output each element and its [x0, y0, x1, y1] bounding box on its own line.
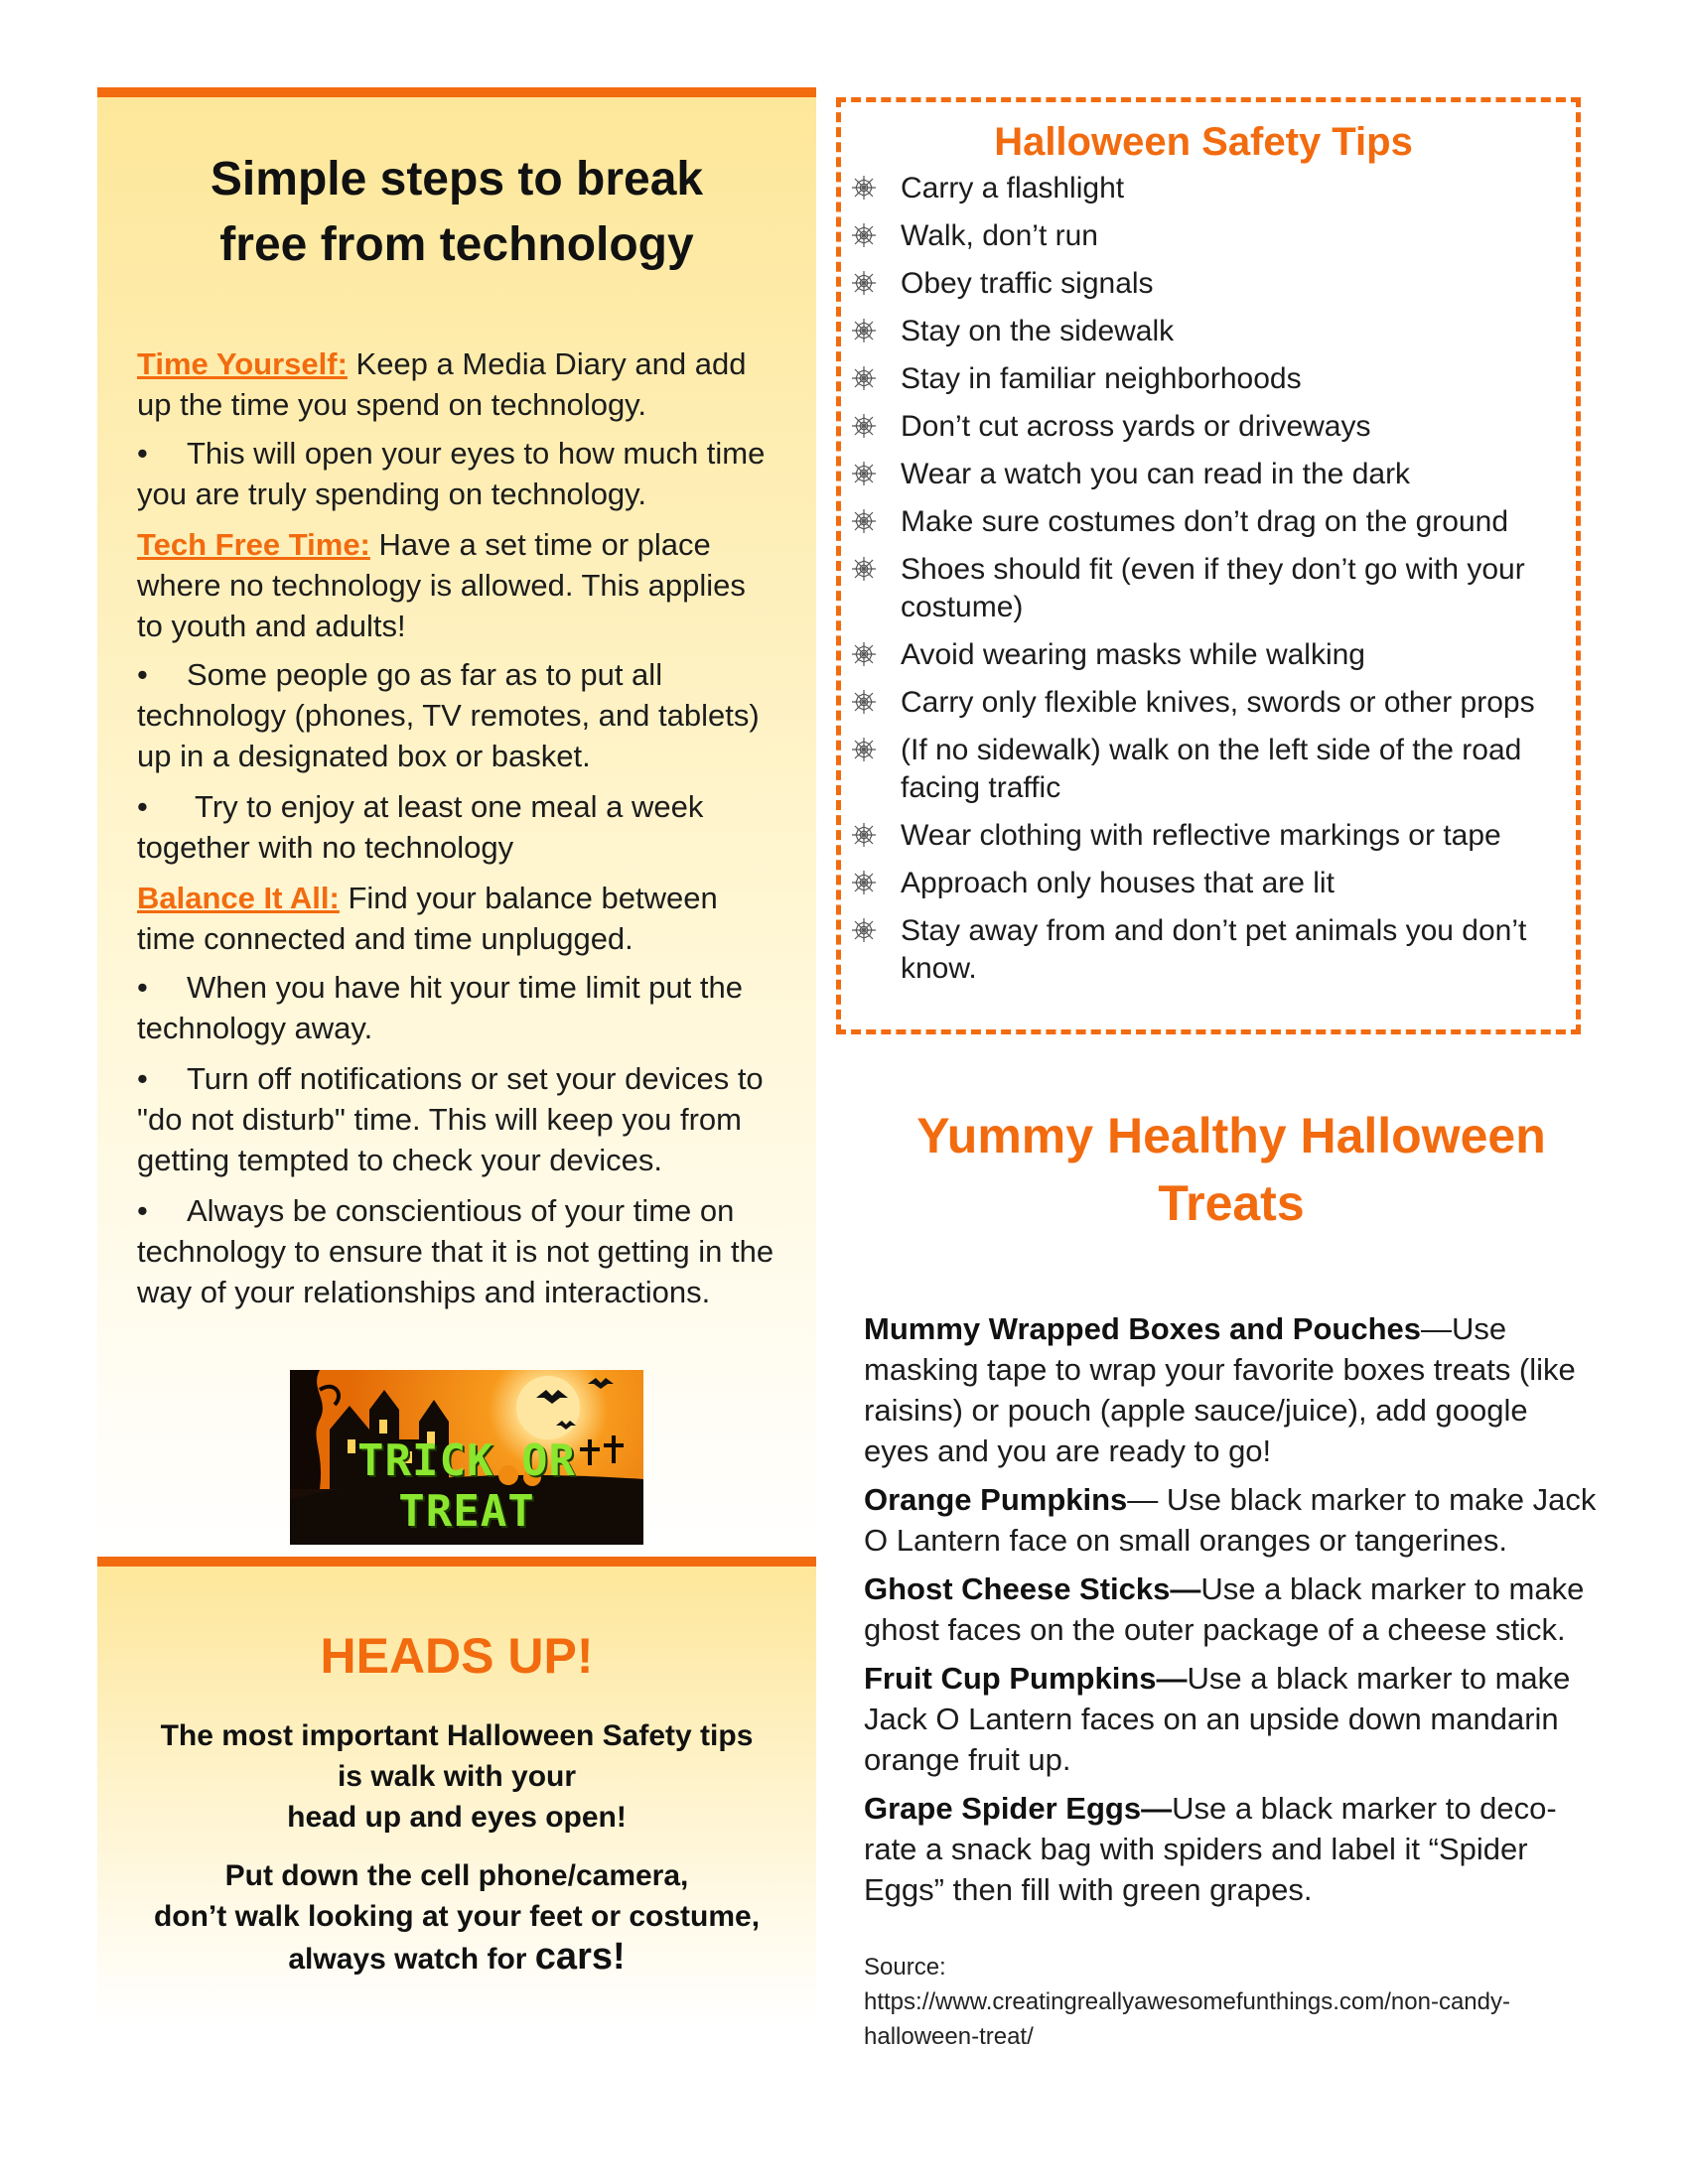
tech-bullet — [137, 786, 776, 868]
safety-tip — [851, 265, 1556, 303]
spiderweb-icon — [851, 865, 901, 895]
spiderweb-icon — [851, 732, 901, 762]
spiderweb-icon — [851, 456, 901, 486]
safety-tip — [851, 313, 1556, 350]
heads-up-line5: don’t walk looking at your feet or costume, — [153, 1900, 761, 1933]
source-label: Source: — [864, 1954, 946, 1980]
tech-step-text: Have a set time or place where no technology is allowed. This applies to youth and adults! — [137, 527, 746, 643]
heads-up-panel — [97, 1557, 816, 2023]
trick-or-treat-text: TRICK OR TREAT — [357, 1435, 576, 1537]
treat-name: Grape Spider Eggs— — [864, 1791, 1173, 1826]
treats-list — [864, 1308, 1599, 1910]
tech-bullet-text: Turn off notifications or set your devices to "do not disturb" time. This will keep you from getting tempted to check your devices. — [137, 1061, 764, 1177]
tech-step — [137, 524, 776, 646]
tech-bullet — [137, 654, 776, 776]
safety-tip — [851, 360, 1556, 398]
safety-tip — [851, 732, 1556, 807]
safety-tip — [851, 551, 1556, 626]
treat-name: Fruit Cup Pumpkins— — [864, 1661, 1188, 1696]
spiderweb-icon — [851, 170, 901, 201]
treat-description: Use a black marker to deco-rate a snack bag with spiders and label it “Spider Eggs” then fill with green grapes. — [864, 1791, 1557, 1907]
tech-bullet — [137, 433, 776, 514]
tech-bullet-text: This will open your eyes to how much time you are truly spending on technology. — [137, 436, 766, 511]
tech-title — [137, 147, 776, 278]
source-citation — [864, 1950, 1599, 2054]
safety-tip-text: Wear clothing with reflective markings or tape — [901, 819, 1501, 852]
heads-up-cars: cars! — [534, 1936, 626, 1978]
heads-up-line2: is walk with your — [337, 1760, 577, 1793]
treat-description: Use a black marker to make Jack O Lantern faces on an upside down mandarin orange fruit up. — [864, 1661, 1571, 1777]
tech-step-label: Time Yourself: — [137, 346, 348, 381]
treat-item — [864, 1569, 1599, 1650]
safety-tip-text: Don’t cut across yards or driveways — [901, 410, 1371, 443]
safety-tip — [851, 865, 1556, 902]
safety-tips-list — [851, 170, 1556, 988]
heads-up-line1: The most important Halloween Safety tips — [160, 1719, 754, 1752]
spiderweb-icon — [851, 912, 901, 943]
spiderweb-icon — [851, 265, 901, 296]
treat-name: Mummy Wrapped Boxes and Pouches — [864, 1311, 1421, 1346]
safety-tip — [851, 684, 1556, 722]
safety-tip — [851, 912, 1556, 988]
safety-tip-text: Stay away from and don’t pet animals you don’t know. — [901, 914, 1527, 985]
heads-up-line3: head up and eyes open! — [287, 1801, 627, 1834]
tech-bullet-text: Some people go as far as to put all technology (phones, TV remotes, and tablets) up in a designated box or basket. — [137, 657, 760, 773]
spiderweb-icon — [851, 313, 901, 343]
treat-description: Use a black marker to make ghost faces on the outer package of a cheese stick. — [864, 1571, 1585, 1647]
safety-tip-text: Carry a flashlight — [901, 172, 1125, 205]
tech-bullet-text: Always be conscientious of your time on technology to ensure that it is not getting in the way of your relationships and interactions. — [137, 1193, 774, 1309]
tech-step-label: Tech Free Time: — [137, 527, 370, 562]
bullet-icon: • — [137, 436, 148, 471]
treat-item — [864, 1308, 1599, 1471]
tech-body — [137, 343, 776, 1312]
safety-tip — [851, 170, 1556, 207]
tech-bullet-text: When you have hit your time limit put the technology away. — [137, 970, 743, 1045]
tech-step-text: Keep a Media Diary and add up the time you spend on technology. — [137, 346, 747, 422]
spiderweb-icon — [851, 408, 901, 439]
treats-section — [864, 1102, 1599, 2054]
treats-title — [864, 1102, 1599, 1237]
safety-tip — [851, 503, 1556, 541]
safety-tip-text: Make sure costumes don’t drag on the ground — [901, 505, 1509, 538]
safety-tip-text: Obey traffic signals — [901, 267, 1154, 300]
spiderweb-icon — [851, 817, 901, 848]
safety-tip-text: Approach only houses that are lit — [901, 867, 1335, 899]
safety-tip-text: Carry only flexible knives, swords or other props — [901, 686, 1535, 719]
trick-or-treat-banner — [290, 1370, 643, 1545]
treat-item — [864, 1788, 1599, 1910]
bullet-icon: • — [137, 1193, 148, 1228]
treat-name: Orange Pumpkins — [864, 1482, 1128, 1517]
bullet-icon: • — [137, 657, 148, 692]
tech-title-line2: free from technology — [219, 218, 694, 271]
safety-tip-text: Wear a watch you can read in the dark — [901, 458, 1411, 490]
safety-tip — [851, 456, 1556, 493]
safety-tip — [851, 817, 1556, 855]
spiderweb-icon — [851, 217, 901, 248]
treat-item — [864, 1479, 1599, 1561]
safety-tip-text: Walk, don’t run — [901, 219, 1098, 252]
spiderweb-icon — [851, 503, 901, 534]
treat-description: — Use black marker to make Jack O Lantern face on small oranges or tangerines. — [864, 1482, 1597, 1558]
tech-title-line1: Simple steps to break — [210, 153, 704, 205]
source-url[interactable]: https://www.creatingreallyawesomefunthings.com/non-candy-halloween-treat/ — [864, 1988, 1510, 2050]
safety-tip-text: Avoid wearing masks while walking — [901, 638, 1365, 671]
heads-up-line4: Put down the cell phone/camera, — [224, 1859, 689, 1892]
safety-tip-text: (If no sidewalk) walk on the left side of the road facing traffic — [901, 734, 1522, 804]
treat-item — [864, 1658, 1599, 1780]
spiderweb-icon — [851, 684, 901, 715]
spiderweb-icon — [851, 360, 901, 391]
safety-tip — [851, 636, 1556, 674]
safety-tip — [851, 408, 1556, 446]
bullet-icon: • — [137, 789, 148, 824]
heads-up-line6 — [127, 1937, 786, 1979]
safety-tip-text: Stay in familiar neighborhoods — [901, 362, 1302, 395]
safety-tip-text: Stay on the sidewalk — [901, 315, 1175, 347]
tech-step-text: Find your balance between time connected and time unplugged. — [137, 881, 718, 956]
treats-title-line1: Yummy Healthy Halloween — [916, 1108, 1546, 1163]
tech-bullet — [137, 1058, 776, 1180]
safety-tip — [851, 217, 1556, 255]
treat-name: Ghost Cheese Sticks— — [864, 1571, 1201, 1606]
treats-title-line2: Treats — [1158, 1175, 1305, 1231]
tech-panel — [97, 87, 816, 1557]
safety-tips-box — [836, 97, 1581, 1034]
heads-up-line6-text: always watch for — [288, 1943, 535, 1976]
bullet-icon: • — [137, 1061, 148, 1096]
tech-bullet-text: Try to enjoy at least one meal a week together with no technology — [137, 789, 704, 865]
tech-step — [137, 878, 776, 959]
treat-description: —Use masking tape to wrap your favorite boxes treats (like raisins) or pouch (apple sauce/juice), add google eyes and you are ready to go! — [864, 1311, 1576, 1468]
spiderweb-icon — [851, 636, 901, 667]
tech-step-label: Balance It All: — [137, 881, 340, 915]
bullet-icon: • — [137, 970, 148, 1005]
tech-bullet — [137, 1190, 776, 1312]
safety-tips-title: Halloween Safety Tips — [994, 120, 1413, 164]
tech-step — [137, 343, 776, 425]
tech-bullet — [137, 967, 776, 1048]
heads-up-title: HEADS UP! — [320, 1628, 594, 1684]
spiderweb-icon — [851, 551, 901, 582]
safety-tip-text: Shoes should fit (even if they don’t go with your costume) — [901, 553, 1525, 623]
